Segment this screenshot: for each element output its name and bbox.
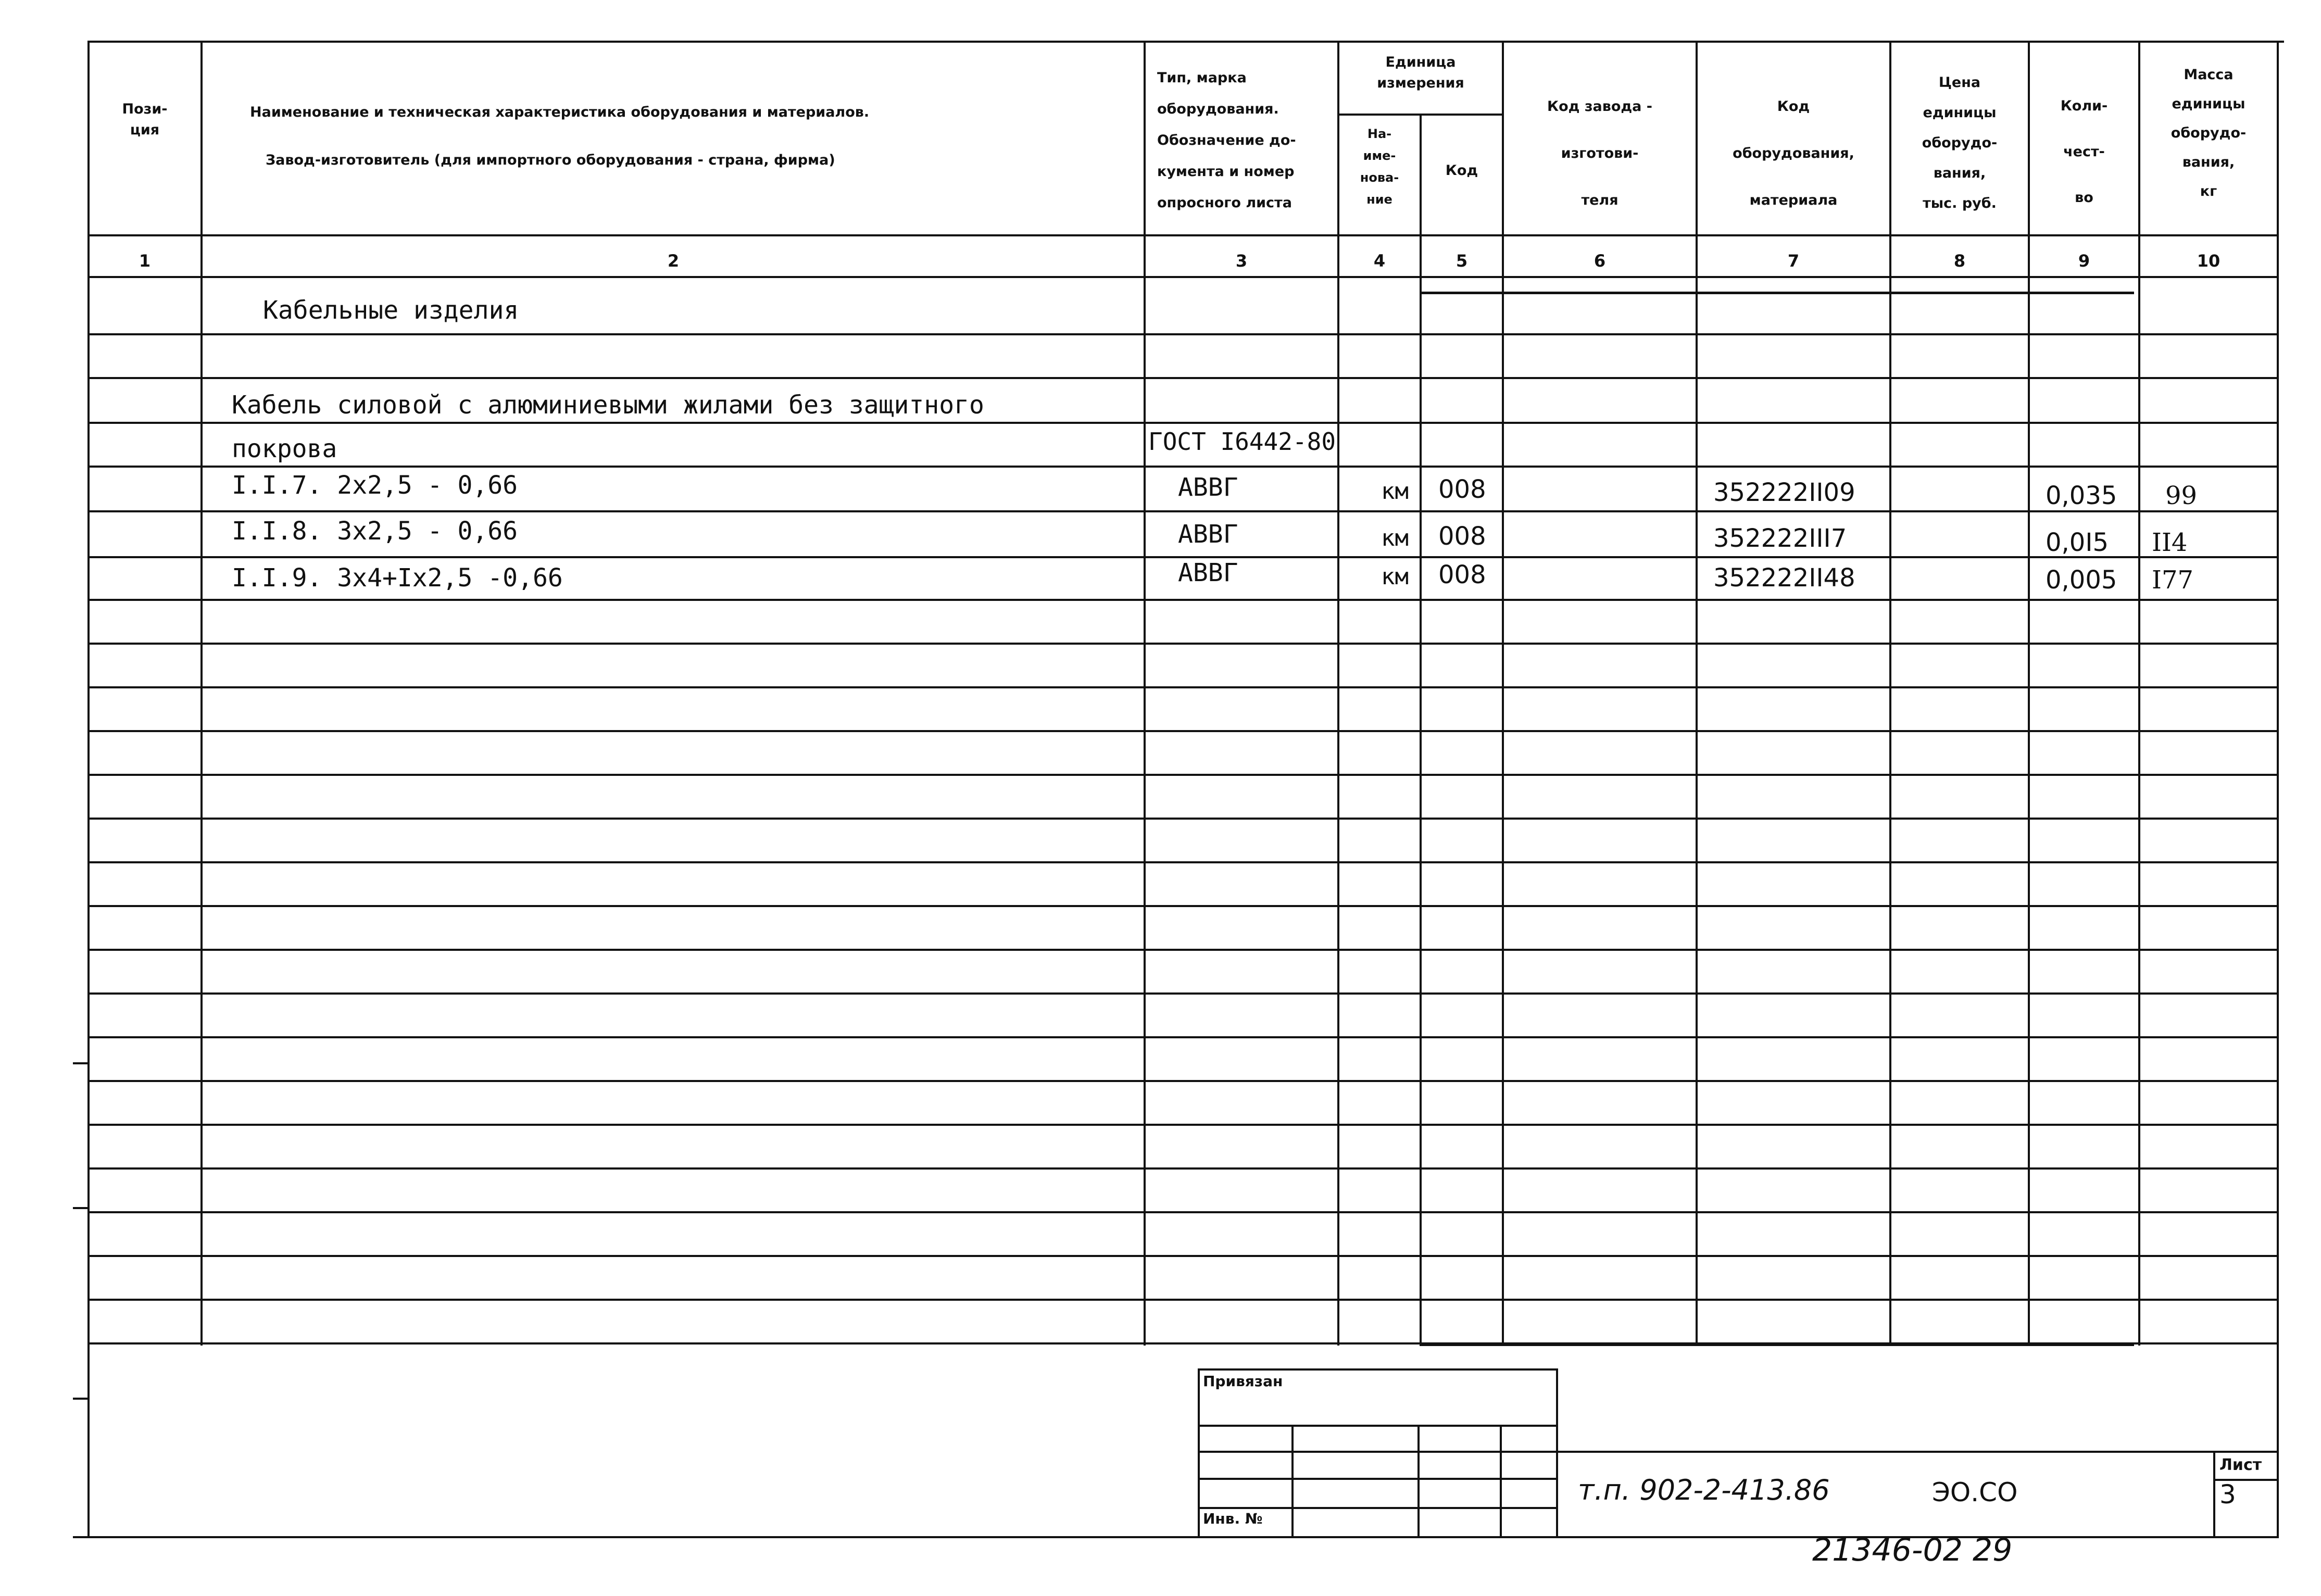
- item-1-name: I.I.7. 2х2,5 - 0,66: [232, 471, 518, 500]
- item-1-quantity: 0,035: [2046, 481, 2117, 510]
- row-standard: ГОСТ I6442-80: [1148, 428, 1336, 456]
- item-1-mass: 99: [2165, 481, 2198, 510]
- col-line-5: [1502, 41, 1504, 1346]
- col-line-8: [2028, 41, 2030, 1346]
- item-2-material-code: 352222III7: [1713, 524, 1847, 553]
- item-2-unit-code: 008: [1438, 522, 1486, 551]
- stamp-privyazan: Привязан: [1203, 1373, 1283, 1390]
- row-line: [89, 1255, 2278, 1257]
- stamp-row-3: [1198, 1478, 1557, 1480]
- row-line: [89, 1211, 2278, 1213]
- header-type: Тип, марка оборудования. Обозначение до- кумента и номер опросного листа: [1157, 70, 1296, 211]
- header-factory-code: Код завода - изготови- теля: [1547, 98, 1652, 208]
- row-line: [89, 1342, 2278, 1344]
- header-quantity: Коли- чест- во: [2060, 98, 2108, 206]
- item-1-unit: км: [1381, 478, 1409, 505]
- header-material-code: Код оборудования, материала: [1733, 98, 1854, 208]
- col-line-4: [1420, 114, 1422, 1346]
- col-line-2: [1144, 41, 1146, 1346]
- colnum-6: 6: [1594, 251, 1606, 271]
- bold-subframe-top: [1420, 292, 2134, 294]
- row-line: [89, 466, 2278, 468]
- item-3-material-code: 352222II48: [1713, 563, 1855, 593]
- stamp-row-2: [1198, 1451, 1557, 1453]
- header-mass: Масса единицы оборудо- вания, кг: [2171, 67, 2247, 199]
- row-section-title: Кабельные изделия: [263, 296, 519, 325]
- frame-top: [89, 41, 2284, 43]
- row-line: [89, 1036, 2278, 1038]
- row-line: [89, 774, 2278, 776]
- row-line: [89, 377, 2278, 379]
- item-2-quantity: 0,0I5: [2046, 528, 2109, 557]
- header-unit-name: На- име- нова- ние: [1360, 127, 1399, 207]
- item-3-name: I.I.9. 3х4+Iх2,5 -0,66: [232, 563, 563, 593]
- sheet-box-left: [2213, 1451, 2215, 1536]
- item-2-mass: II4: [2152, 528, 2188, 557]
- row-line: [89, 333, 2278, 335]
- row-line: [89, 730, 2278, 732]
- item-1-type: АВВГ: [1178, 473, 1238, 502]
- stamp-top: [1198, 1368, 1557, 1371]
- stamp-col-1: [1291, 1425, 1294, 1536]
- row-cable-description: Кабель силовой с алюминиевыми жилами без защитного: [232, 391, 984, 420]
- item-2-unit: км: [1381, 525, 1409, 551]
- stamp-inv-no: Инв. №: [1203, 1510, 1263, 1527]
- colnum-7: 7: [1787, 251, 1800, 271]
- colnum-8: 8: [1953, 251, 1966, 271]
- col-line-3: [1337, 41, 1339, 1346]
- row-line: [89, 1124, 2278, 1126]
- item-3-unit: км: [1381, 563, 1409, 590]
- colnum-5: 5: [1456, 251, 1468, 271]
- stamp-col-3: [1500, 1425, 1502, 1536]
- project-number: т.п. 902-2-413.86: [1578, 1474, 1830, 1506]
- row-line: [89, 510, 2278, 512]
- colnum-9: 9: [2078, 251, 2090, 271]
- item-3-mass: I77: [2152, 565, 2194, 595]
- item-1-material-code: 352222II09: [1713, 478, 1855, 507]
- header-price: Цена единицы оборудо- вания, тыс. руб.: [1922, 74, 1998, 211]
- row-cable-description-cont: покрова: [232, 434, 337, 463]
- item-3-type: АВВГ: [1178, 558, 1238, 587]
- document-code: ЭО.СО: [1932, 1477, 2018, 1507]
- col-line-7: [1889, 41, 1891, 1346]
- row-line: [89, 686, 2278, 688]
- margin-tick-1: [73, 1062, 89, 1064]
- frame-right: [2277, 41, 2279, 1538]
- header-position: Пози- ция: [122, 101, 168, 138]
- item-2-name: I.I.8. 3х2,5 - 0,66: [232, 517, 518, 546]
- row-line: [89, 1299, 2278, 1301]
- header-unit-code: Код: [1445, 162, 1478, 179]
- margin-tick-2: [73, 1207, 89, 1209]
- item-3-quantity: 0,005: [2046, 565, 2117, 595]
- colnum-4: 4: [1373, 251, 1386, 271]
- header-bottom-line: [89, 234, 2278, 236]
- stamp-row-4: [1198, 1507, 1557, 1509]
- row-line: [89, 861, 2278, 863]
- archive-number: 21346-02 29: [1812, 1532, 2013, 1568]
- stamp-row-1: [1198, 1425, 1557, 1427]
- col-line-9: [2138, 41, 2140, 1346]
- row-line: [89, 643, 2278, 645]
- colnum-3: 3: [1235, 251, 1248, 271]
- sheet-number: 3: [2219, 1479, 2236, 1510]
- row-line: [89, 422, 2278, 424]
- row-line: [89, 599, 2278, 601]
- stamp-col-2: [1417, 1425, 1420, 1536]
- row-line: [89, 905, 2278, 907]
- colnum-2: 2: [667, 251, 680, 271]
- stamp-right-top: [1557, 1451, 2278, 1453]
- item-1-unit-code: 008: [1438, 475, 1486, 504]
- item-3-unit-code: 008: [1438, 560, 1486, 589]
- item-2-type: АВВГ: [1178, 520, 1238, 549]
- margin-tick-3: [73, 1398, 89, 1400]
- row-line: [89, 1080, 2278, 1082]
- row-line: [89, 949, 2278, 951]
- colnum-bottom-line: [89, 276, 2278, 278]
- row-line: [89, 992, 2278, 995]
- header-unit: Единица измерения: [1377, 54, 1464, 91]
- colnum-10: 10: [2197, 251, 2220, 271]
- row-line: [89, 818, 2278, 820]
- header-name: Наименование и техническая характеристика оборудования и материалов. Завод-изготовитель (для импортного оборудования - страна, фирма): [250, 104, 870, 168]
- row-line: [89, 1167, 2278, 1170]
- sheet-label: Лист: [2219, 1456, 2262, 1474]
- col-line-1: [200, 41, 203, 1346]
- colnum-1: 1: [139, 251, 151, 271]
- col-line-6: [1696, 41, 1698, 1346]
